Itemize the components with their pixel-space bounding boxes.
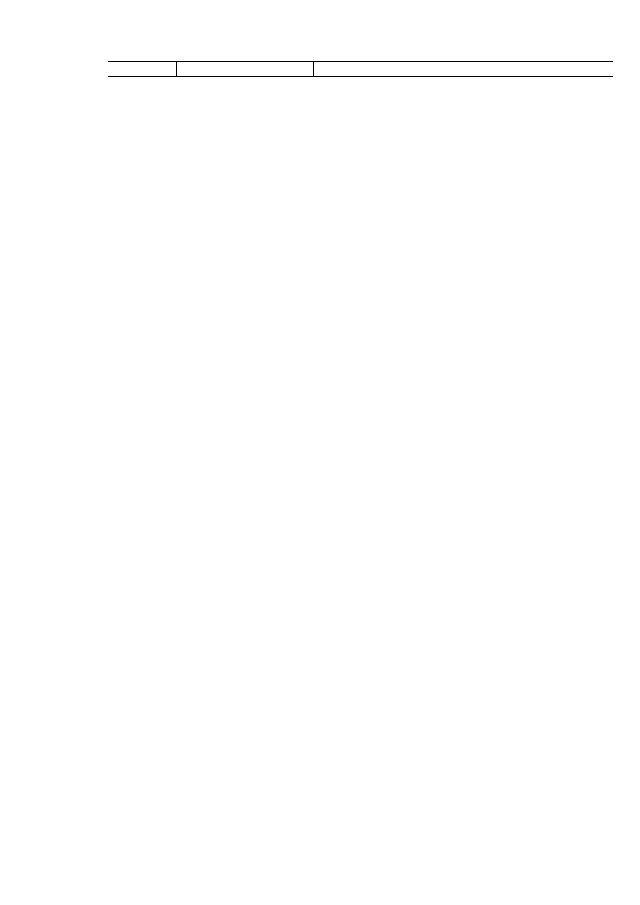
header-col-2 [176, 62, 313, 76]
header-col-3 [313, 62, 613, 76]
table-header [108, 61, 613, 77]
header-col-1 [108, 62, 176, 76]
